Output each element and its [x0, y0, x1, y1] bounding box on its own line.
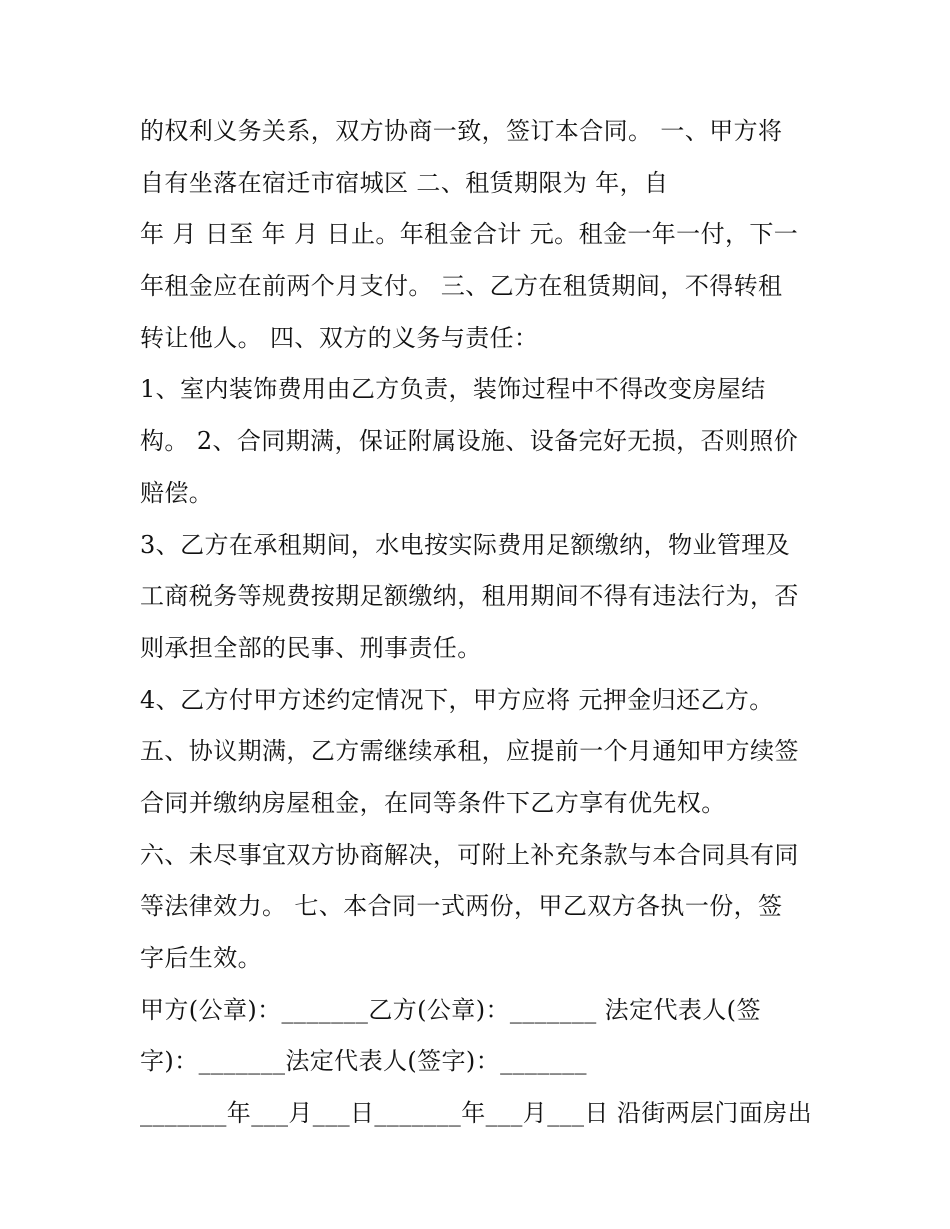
text-line: 年 月 日至 年 月 日止。年租金合计 元。租金一年一付，下一	[140, 220, 799, 249]
text-line: 六、未尽事宜双方协商解决，可附上补充条款与本合同具有同	[140, 840, 799, 869]
text-line: 年租金应在前两个月支付。 三、乙方在租赁期间，不得转租	[140, 272, 783, 301]
contract-text	[140, 106, 830, 1140]
text-line: 则承担全部的民事、刑事责任。	[140, 633, 482, 662]
text-line: 的权利义务关系，双方协商一致，签订本合同。 一、甲方将	[140, 117, 783, 145]
text-line: 3、乙方在承租期间，水电按实际费用足额缴纳，物业管理及	[140, 530, 791, 559]
text-line: 合同并缴纳房屋租金，在同等条件下乙方享有优先权。	[140, 788, 726, 817]
text-line: 等法律效力。 七、本合同一式两份，甲乙双方各执一份，签	[140, 892, 783, 921]
text-line: 五、协议期满，乙方需继续承租，应提前一个月通知甲方续签	[140, 737, 799, 766]
text-line: 4、乙方付甲方述约定情况下，甲方应将 元押金归还乙方。	[140, 685, 774, 714]
text-line: 赔偿。	[140, 478, 214, 507]
text-line: 转让他人。 四、双方的义务与责任：	[140, 323, 539, 352]
text-line: 自有坐落在宿迁市宿城区 二、租赁期限为 年，自	[140, 168, 669, 197]
text-line: 构。 2、合同期满，保证附属设施、设备完好无损，否则照价	[140, 427, 799, 456]
text-line: 1、室内装饰费用由乙方负责，装饰过程中不得改变房屋结	[140, 375, 766, 404]
text-line: 工商税务等规费按期足额缴纳，租用期间不得有违法行为，否	[140, 582, 799, 611]
signature-line: 字)：_______法定代表人(签字)：_______	[140, 1047, 587, 1076]
date-line: _______年___月___日_______年___月___日 沿街两层门面房出	[140, 1099, 813, 1128]
text-line: 字后生效。	[140, 944, 262, 972]
signature-line: 甲方(公章)：_______乙方(公章)：_______ 法定代表人(签	[140, 995, 761, 1024]
